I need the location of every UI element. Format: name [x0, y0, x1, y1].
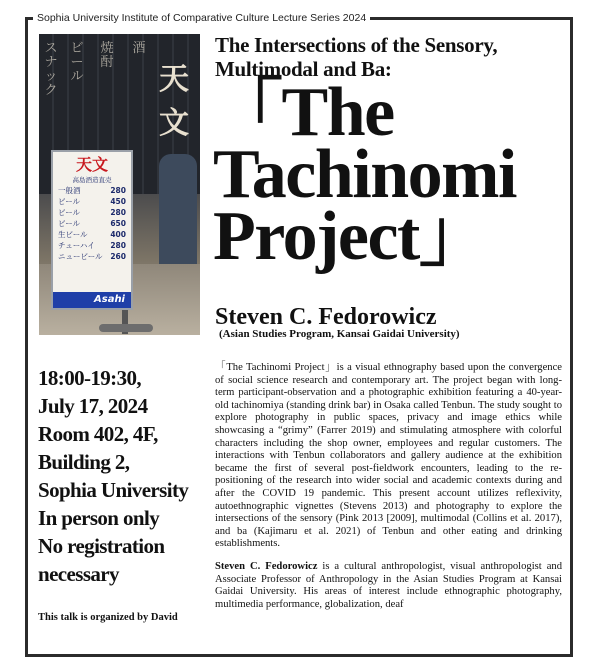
lecture-subtitle: The Intersections of the Sensory, Multimodal and Ba:	[215, 33, 498, 81]
series-label: Sophia University Institute of Comparative Culture Lecture Series 2024	[33, 12, 370, 24]
menu-row: ニュービール 260	[58, 252, 126, 261]
bio-name: Steven C. Fedorowicz	[215, 560, 318, 572]
menu-row: ビール 450	[58, 197, 126, 206]
speaker-affiliation: (Asian Studies Program, Kansai Gaidai University)	[219, 328, 460, 340]
curtain-text: ビール	[70, 41, 84, 84]
menu-row: チューハイ 280	[58, 241, 126, 250]
speaker-bio	[215, 561, 562, 611]
menu-row: ビール 650	[58, 219, 126, 228]
title-line: Tachinomi	[213, 136, 516, 213]
bio-text: is a cultural anthropologist, visual anthropologist and Associate Professor of Anthropology in the Asian Studies Program at Kansai Gaidai University. His areas of interest include ethnographic photography, multimedia performance, globalization, deaf	[215, 560, 562, 610]
abstract-block	[215, 362, 562, 621]
title-line: Project」	[213, 198, 488, 275]
menu-sign	[51, 150, 133, 310]
organizer-note: This talk is organized by David	[38, 612, 178, 623]
curtain-text: 酒	[132, 41, 146, 56]
menu-row: 生ビール 400	[58, 230, 126, 239]
event-registration-2: necessary	[38, 562, 119, 586]
event-building: Building 2,	[38, 450, 130, 474]
sign-stand-base	[99, 324, 153, 332]
event-room: Room 402, 4F,	[38, 422, 158, 446]
event-venue: Sophia University	[38, 478, 189, 502]
tachinomi-photo	[39, 34, 200, 335]
menu-row: ビール 280	[58, 208, 126, 217]
sign-subtitle: 高島酒造直売	[72, 176, 112, 184]
customer-figure	[159, 154, 197, 264]
event-date: July 17, 2024	[38, 394, 148, 418]
title-line: 「The	[213, 74, 394, 151]
event-details	[38, 364, 208, 588]
event-format: In person only	[38, 506, 160, 530]
menu-row: 一般酒 280	[58, 186, 126, 195]
curtain-text: 焼酎	[100, 41, 114, 70]
event-registration: No registration	[38, 534, 165, 558]
lecture-title	[213, 74, 573, 275]
brand-logo: Asahi	[53, 292, 131, 308]
event-time: 18:00-19:30,	[38, 366, 142, 390]
curtain-text: スナック	[44, 41, 58, 98]
speaker-name: Steven C. Fedorowicz	[215, 304, 437, 330]
abstract-text: 「The Tachinomi Project」is a visual ethnography based upon the convergence of social science research and contemporary art. The project began with long-term participant-observation and a photographic exhibition featuring a 40-year-old tachinomiya (standing drink bar) in Osaka called Tenbun. The study sought to explore photography in public spaces, privacy and image ethics while showcasing a “grimy” (Farrer 2019) and stimulating atmosphere with colorful characters including the shop owner, employees and regular customers. The interactions with Tenbun collaborators and gallery audience at the exhibition became the first of several post-fieldwork encounters, leading to the re-positioning of the research into wider social and academic contexts during and after the COVID 19 pandemic. This present account utilizes reflexivity, autoethnographic vignettes (Stevens 2013) and photography to explore the intersections of the sensory (Pink 2013 [2009], multimodal (Collins et al. 2017), and ba (Kajimaru et al. 2021) of Tenbun and other eating and drinking establishments.	[215, 362, 562, 550]
sign-shop-name: 天文	[75, 155, 108, 174]
curtain-shop-name: 天文	[159, 62, 189, 141]
